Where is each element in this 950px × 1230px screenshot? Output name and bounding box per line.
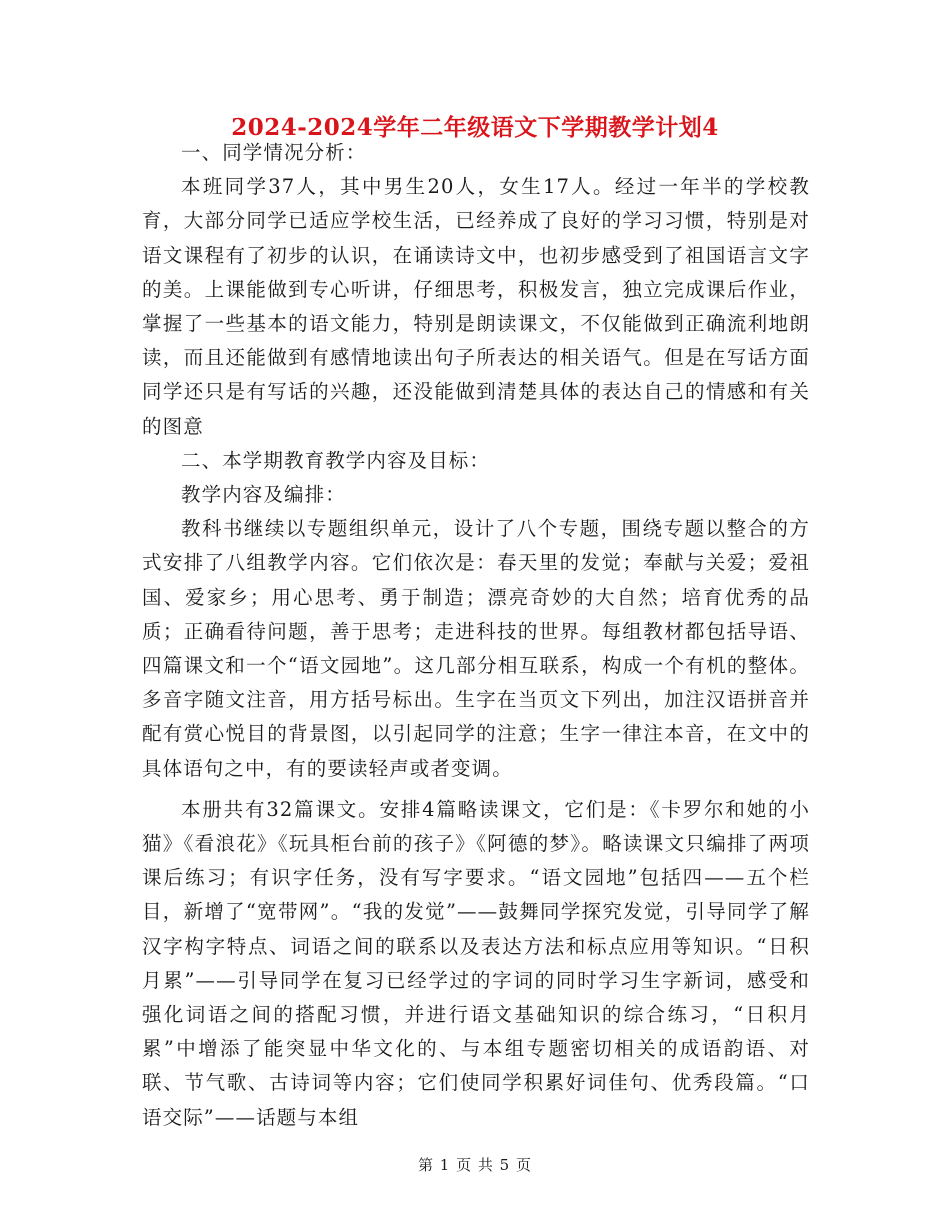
section-heading-student-analysis: 一、同学情况分析：: [181, 141, 367, 164]
paragraph-student-analysis: 本班同学37人，其中男生20人，女生17人。经过一年半的学校教育，大部分同学已适应学校生活，已经养成了良好的学习习惯，特别是对语文课程有了初步的认识，在诵读诗文中，也初步感受到了祖国语言文字的美。上课能做到专心听讲，仔细思考，积极发言，独立完成课后作业，掌握了一些基本的语文能力，特别是朗读课文，不仅能做到正确流利地朗读，而且还能做到有感情地读出句子所表达的相关语气。但是在写话方面同学还只是有写话的兴趣，还没能做到清楚具体的表达自己的情感和有关的图意: [142, 175, 810, 438]
document-body: [142, 136, 810, 1135]
paragraph-textbook-structure: 教科书继续以专题组织单元，设计了八个专题，围绕专题以整合的方式安排了八组教学内容。它们依次是：春天里的发觉；奉献与关爱；爱祖国、爱家乡；用心思考、勇于制造；漂亮奇妙的大自然；培育优秀的品质；正确看待问题，善于思考；走进科技的世界。每组教材都包括导语、四篇课文和一个“语文园地”。这几部分相互联系，构成一个有机的整体。多音字随文注音，用方括号标出。生字在当页文下列出，加注汉语拼音并配有赏心悦目的背景图，以引起同学的注意；生字一律注本音，在文中的具体语句之中，有的要读轻声或者变调。: [142, 517, 810, 780]
page-number-footer: 第 1 页 共 5 页: [418, 1156, 532, 1174]
subheading-content-arrangement: 教学内容及编排：: [181, 483, 346, 507]
section-heading-content-goals: 二、本学期教育教学内容及目标：: [181, 448, 491, 472]
document-title: 2024-2024学年二年级语文下学期教学计划4: [231, 114, 719, 141]
paragraph-lessons-overview: 本册共有32篇课文。安排4篇略读课文，它们是：《卡罗尔和她的小猫》《看浪花》《玩具柜台前的孩子》《阿德的梦》。略读课文只编排了两项课后练习；有识字任务，没有写字要求。“语文园地”包括四——五个栏目，新增了“宽带网”。“我的发觉”——鼓舞同学探究发觉，引导同学了解汉字构字特点、词语之间的联系以及表达方法和标点应用等知识。“日积月累”——引导同学在复习已经学过的字词的同时学习生字新词，感受和强化词语之间的搭配习惯，并进行语文基础知识的综合练习，“日积月累”中增添了能突显中华文化的、与本组专题密切相关的成语韵语、对联、节气歌、古诗词等内容；它们使同学积累好词佳句、优秀段篇。“口语交际”——话题与本组: [142, 797, 810, 1129]
